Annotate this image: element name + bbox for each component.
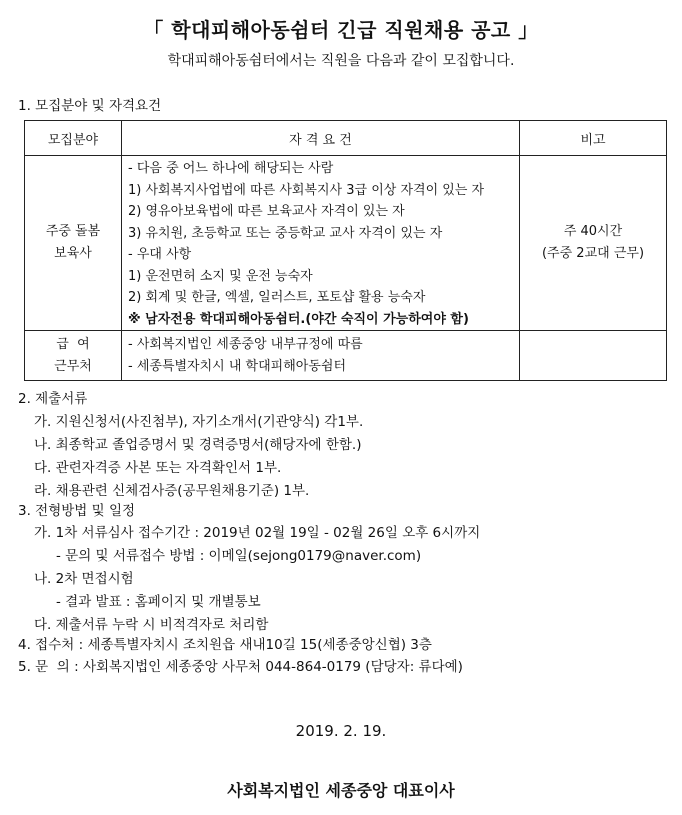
field-name-line2: 보육사 (54, 246, 92, 261)
table-row (25, 331, 667, 381)
requirements-table (24, 120, 667, 381)
qualifications-cell (122, 156, 520, 331)
salary-line: - 사회복지법인 세종중앙 내부규정에 따름 (128, 337, 363, 352)
document-item: 나. 최종학교 졸업증명서 및 경력증명서(해당자에 한함.) (34, 437, 362, 453)
document-item: 가. 지원신청서(사진첨부), 자기소개서(기관양식) 각1부. (34, 414, 364, 430)
header-note: 비고 (520, 121, 667, 156)
schedule-item-b: 나. 2차 면접시험 (34, 571, 134, 587)
qualification-line: 3) 유치원, 초등학교 또는 중등학교 교사 자격이 있는 자 (128, 225, 443, 241)
field-cell (25, 156, 122, 331)
section-2-heading: 2. 제출서류 (18, 391, 88, 407)
signer-name: 사회복지법인 세종중앙 대표이사 (227, 781, 455, 800)
field-cell (25, 331, 122, 381)
empty-note-cell (520, 331, 667, 381)
document-item: 라. 채용관련 신체검사증(공무원채용기준) 1부. (34, 483, 310, 499)
note-hours: 주 40시간 (563, 224, 623, 239)
qualification-line: 1) 사회복지사업법에 따른 사회복지사 3급 이상 자격이 있는 자 (128, 182, 485, 198)
section-3-heading: 3. 전형방법 및 일정 (18, 503, 136, 519)
workplace-label: 근무처 (54, 358, 92, 374)
notice-subtitle: 학대피해아동쉼터에서는 직원을 다음과 같이 모집합니다. (167, 53, 515, 69)
qualification-line: 2) 영유아보육법에 따른 보육교사 자격이 있는 자 (128, 204, 405, 219)
notice-date: 2019. 2. 19. (295, 722, 387, 740)
schedule-item-b-result: - 결과 발표 : 홈페이지 및 개별통보 (56, 594, 261, 610)
section-1-heading: 1. 모집분야 및 자격요건 (18, 98, 162, 114)
table-row (25, 156, 667, 331)
qualification-line: 1) 운전면허 소지 및 운전 능숙자 (128, 268, 313, 284)
section-5-inquiry: 5. 문 의 : 사회복지법인 세종중앙 사무처 044-864-0179 (담당자: 류다예) (18, 659, 463, 675)
workplace-line: - 세종특별자치시 내 학대피해아동쉼터 (128, 358, 347, 374)
salary-workplace-cell (122, 331, 520, 381)
qualification-line: - 다음 중 어느 하나에 해당되는 사람 (128, 161, 334, 176)
qualification-line: - 우대 사항 (128, 247, 192, 262)
table-header-row (25, 121, 667, 156)
document-item: 다. 관련자격증 사본 또는 자격확인서 1부. (34, 460, 282, 476)
qualification-note-line: ※ 남자전용 학대피해아동쉼터.(야간 숙직이 가능하여야 함) (128, 311, 469, 327)
section-4-reception: 4. 접수처 : 세종특별자치시 조치원읍 새내10길 15(세종중앙신협) 3층 (18, 637, 432, 653)
qualification-line: 2) 회계 및 한글, 엑셀, 일러스트, 포토샵 활용 능숙자 (128, 290, 426, 305)
notice-title: 「 학대피해아동쉼터 긴급 직원채용 공고 」 (143, 18, 539, 42)
schedule-item-c: 다. 제출서류 누락 시 비적격자로 처리함 (34, 617, 269, 633)
header-field: 모집분야 (25, 121, 122, 156)
salary-label: 급 여 (56, 336, 90, 352)
header-qualifications: 자 격 요 건 (122, 121, 520, 156)
note-shift: (주중 2교대 근무) (541, 246, 645, 261)
schedule-item-a-contact: - 문의 및 서류접수 방법 : 이메일(sejong0179@naver.com) (56, 548, 422, 564)
field-name-line1: 주중 돌봄 (45, 224, 101, 239)
schedule-item-a: 가. 1차 서류심사 접수기간 : 2019년 02월 19일 - 02월 26일 오후 6시까지 (34, 525, 481, 541)
note-cell (520, 156, 667, 331)
